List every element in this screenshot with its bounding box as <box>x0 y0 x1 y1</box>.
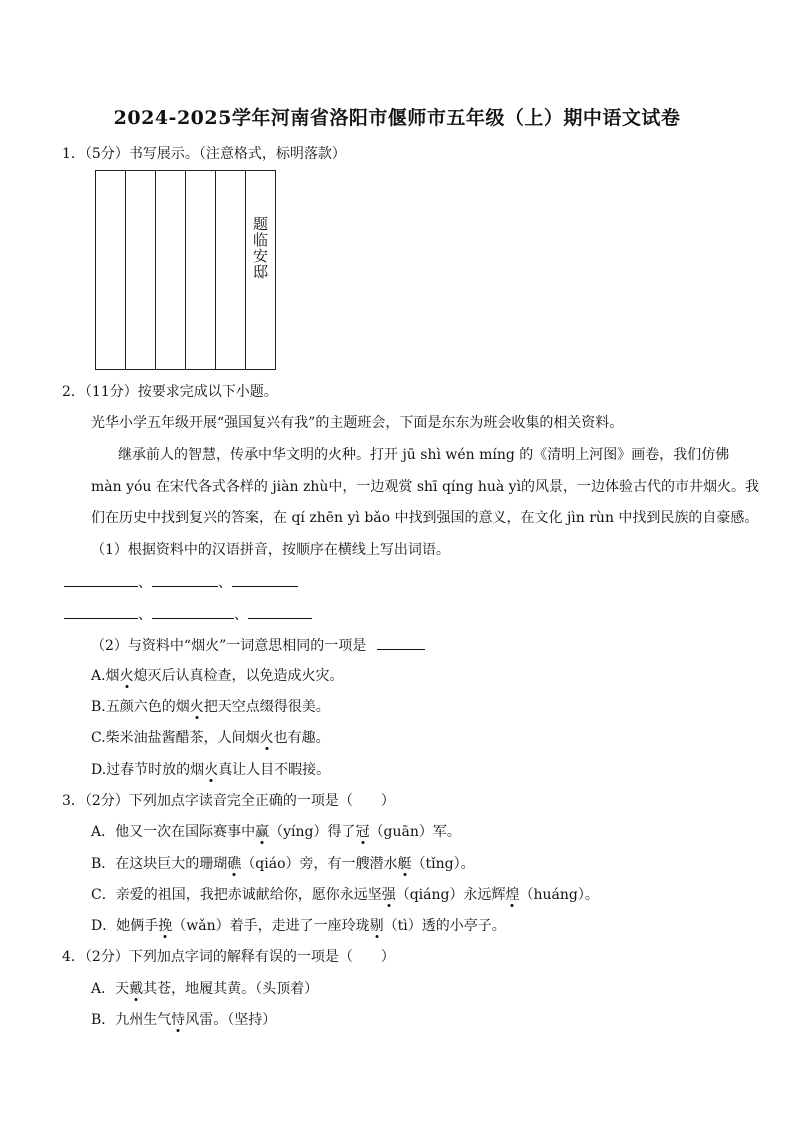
answer-blank[interactable] <box>152 604 234 619</box>
dotted-char: 煌 <box>505 887 520 903</box>
q2-paragraph-line: 们在历史中找到复兴的答案，在 qí zhēn yì bǎo 中找到强国的意义，在文化 jìn rùn 中找到民族的自豪感。 <box>91 510 759 526</box>
q2-sub1: （1）根据资料中的汉语拼音，按顺序在横线上写出词语。 <box>91 542 450 558</box>
q4-option-a[interactable] <box>91 980 318 998</box>
option-text: D．她俩手 <box>91 918 159 934</box>
option-text: 真让人目不暇接。 <box>218 762 331 778</box>
dotted-char: 火 <box>189 699 204 715</box>
dotted-char: 冠 <box>355 824 370 840</box>
answer-blank[interactable] <box>64 604 138 619</box>
q1-label: 1．（5分）书写展示。（注意格式，标明落款） <box>62 146 346 162</box>
q3-option-d[interactable] <box>91 917 506 935</box>
grid-column <box>216 171 246 369</box>
dotted-char: 艇 <box>397 856 412 872</box>
option-text: C．亲爱的祖国，我把赤诚献给你，愿你永远坚 <box>91 887 382 903</box>
answer-blank[interactable] <box>248 604 312 619</box>
option-text: （tì）透的小亭子。 <box>383 918 506 934</box>
q2-option-d[interactable] <box>91 761 330 779</box>
dotted-char: 火 <box>204 762 219 778</box>
option-text: （wǎn）着手，走进了一座玲珑 <box>172 918 370 934</box>
q3-option-b[interactable] <box>91 855 475 873</box>
dotted-char: 火 <box>119 668 134 684</box>
q2-option-b[interactable] <box>91 698 330 716</box>
q2-intro: 光华小学五年级开展“强国复兴有我”的主题班会，下面是东东为班会收集的相关资料。 <box>91 415 624 431</box>
dotted-char: 强 <box>381 887 396 903</box>
option-text: 也有趣。 <box>273 730 330 746</box>
option-text: B．九州生气 <box>91 1012 172 1028</box>
grid-column-title <box>246 171 275 369</box>
option-text: 其苍，地履其黄。（头顶着） <box>143 981 319 997</box>
separator: 、 <box>138 607 152 623</box>
answer-blank[interactable] <box>377 635 425 650</box>
answer-blank[interactable] <box>232 572 298 587</box>
separator: 、 <box>234 607 248 623</box>
grid-column <box>156 171 186 369</box>
q2-sub2 <box>91 635 425 655</box>
poem-title: 题临安邸 <box>251 216 269 280</box>
option-text: （tǐng）。 <box>411 856 475 872</box>
option-text: （qiáng）永远辉 <box>395 887 506 903</box>
q2-paragraph-line: màn yóu 在宋代各式各样的 jiàn zhù中，一边观赏 shī qíng huà yì的风景，一边体验古代的市井烟火。我 <box>91 479 760 495</box>
option-text: A．他又一次在国际赛事中 <box>91 824 256 840</box>
answer-blank[interactable] <box>152 572 218 587</box>
option-text: （guān）军。 <box>369 824 461 840</box>
option-text: B．在这块巨大的珊瑚 <box>91 856 228 872</box>
option-text: 熄灭后认真检查，以免造成火灾。 <box>133 668 344 684</box>
dotted-char: 火 <box>259 730 274 746</box>
grid-column <box>186 171 216 369</box>
q2-option-c[interactable] <box>91 729 330 747</box>
dotted-char: 戴 <box>129 981 144 997</box>
option-text: 把天空点缀得很美。 <box>203 699 330 715</box>
answer-blank[interactable] <box>64 572 138 587</box>
option-text: （qiáo）旁，有一艘潜水 <box>241 856 398 872</box>
page-title: 2024-2025学年河南省洛阳市偃师市五年级（上）期中语文试卷 <box>113 107 681 129</box>
grid-column <box>96 171 126 369</box>
dotted-char: 剔 <box>369 918 384 934</box>
dotted-char: 恃 <box>171 1012 186 1028</box>
q4-label: 4．（2分）下列加点字词的解释有误的一项是（ ） <box>62 949 395 965</box>
q4-option-b[interactable] <box>91 1011 276 1029</box>
option-text: A.烟 <box>91 668 120 684</box>
option-text: D.过春节时放的烟 <box>91 762 205 778</box>
q2-option-a[interactable] <box>91 667 344 685</box>
option-text: （yíng）得了 <box>269 824 356 840</box>
dotted-char: 挽 <box>158 918 173 934</box>
option-text: A．天 <box>91 981 130 997</box>
q3-option-c[interactable] <box>91 886 599 904</box>
q3-label: 3．（2分）下列加点字读音完全正确的一项是（ ） <box>62 793 395 809</box>
grid-column <box>126 171 156 369</box>
q2-paragraph-line: 继承前人的智慧，传承中华文明的火种。打开 jū shì wén míng 的《清明上河图》画卷，我们仿佛 <box>118 447 730 463</box>
separator: 、 <box>138 575 152 591</box>
option-text: （huáng）。 <box>519 887 599 903</box>
q2-sub2-text: （2）与资料中“烟火”一词意思相同的一项是 <box>91 638 367 654</box>
option-text: B.五颜六色的烟 <box>91 699 190 715</box>
answer-row-2 <box>64 604 312 624</box>
dotted-char: 礁 <box>227 856 242 872</box>
dotted-char: 赢 <box>255 824 270 840</box>
separator: 、 <box>218 575 232 591</box>
answer-row-1 <box>64 572 298 592</box>
q3-option-a[interactable] <box>91 823 461 841</box>
q2-label: 2．（11分）按要求完成以下小题。 <box>62 384 278 400</box>
option-text: 风雷。（坚持） <box>185 1012 277 1028</box>
option-text: C.柴米油盐酱醋茶，人间烟 <box>91 730 260 746</box>
writing-grid[interactable] <box>95 170 276 370</box>
